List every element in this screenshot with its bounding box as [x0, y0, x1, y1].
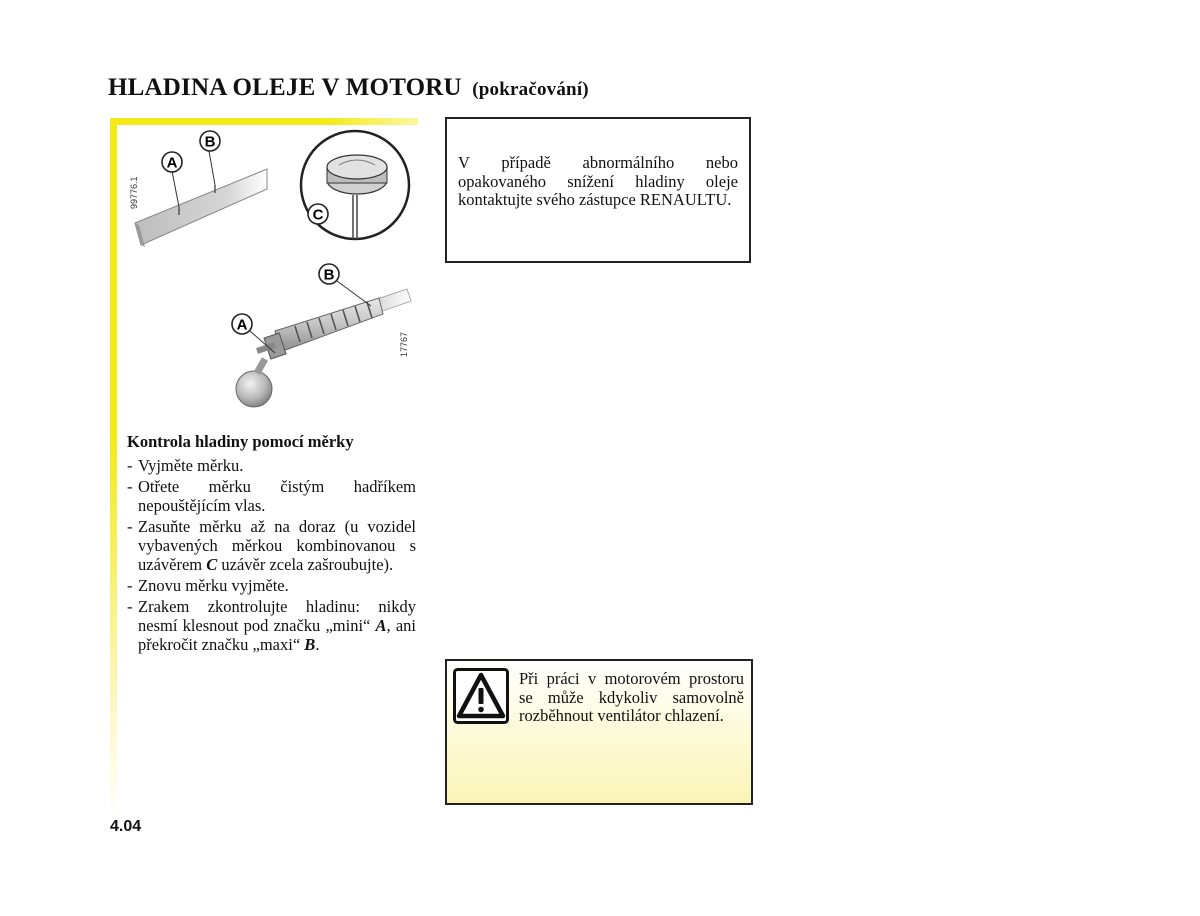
svg-text:B: B: [204, 133, 216, 151]
figure-code-bottom: 17767: [399, 331, 409, 357]
page-title: [108, 74, 589, 102]
warning-text: Při práci v motorovém prostoru se může kdykoliv samovolně rozběhnout ventilátor chlazení.: [519, 669, 744, 725]
label-b-top: [200, 131, 220, 151]
page-title-main: HLADINA OLEJE V MOTORU: [108, 74, 462, 101]
list-item: - Zasuňte měrku až na doraz (u vozidel vybavených měrkou kombinovanou s uzávěrem C uzávěr zcela zašroubujte).: [127, 517, 416, 574]
steps-list: [127, 456, 416, 656]
label-a-bottom: [232, 314, 252, 334]
label-c: [308, 204, 328, 224]
list-item: - Vyjměte měrku.: [127, 456, 244, 475]
info-box-text: V případě abnormálního nebo opakovaného snížení hladiny oleje kontaktujte svého zástupce RENAULTU.: [458, 153, 738, 209]
svg-text:A: A: [166, 154, 178, 172]
list-item: - Znovu měrku vyjměte.: [127, 576, 289, 595]
label-b-bottom: [319, 264, 339, 284]
section-heading: Kontrola hladiny pomocí měrky: [127, 432, 354, 451]
label-a-top: [162, 152, 182, 172]
svg-text:B: B: [323, 266, 335, 284]
page-title-subtitle: (pokračování): [472, 79, 589, 100]
info-box: [445, 117, 751, 263]
warning-triangle-icon: [453, 668, 509, 724]
svg-text:A: A: [236, 316, 248, 334]
dipstick-illustration: [117, 125, 417, 425]
figure-code-top: 99776.1: [129, 176, 139, 209]
dipstick-rod: [236, 289, 411, 407]
warning-box: [445, 659, 753, 805]
list-item: - Otřete měrku čistým hadříkem nepouštějícím vlas.: [127, 477, 416, 515]
dipstick-strip: [135, 169, 267, 247]
list-item: - Zrakem zkontrolujte hladinu: nikdy nesmí klesnout pod značku „mini“ A, ani překročit značku „maxi“ B.: [127, 597, 416, 654]
svg-text:C: C: [312, 206, 324, 224]
page-number: 4.04: [110, 818, 142, 835]
accent-bar-side: [110, 118, 117, 818]
accent-bar-top: [110, 118, 418, 125]
